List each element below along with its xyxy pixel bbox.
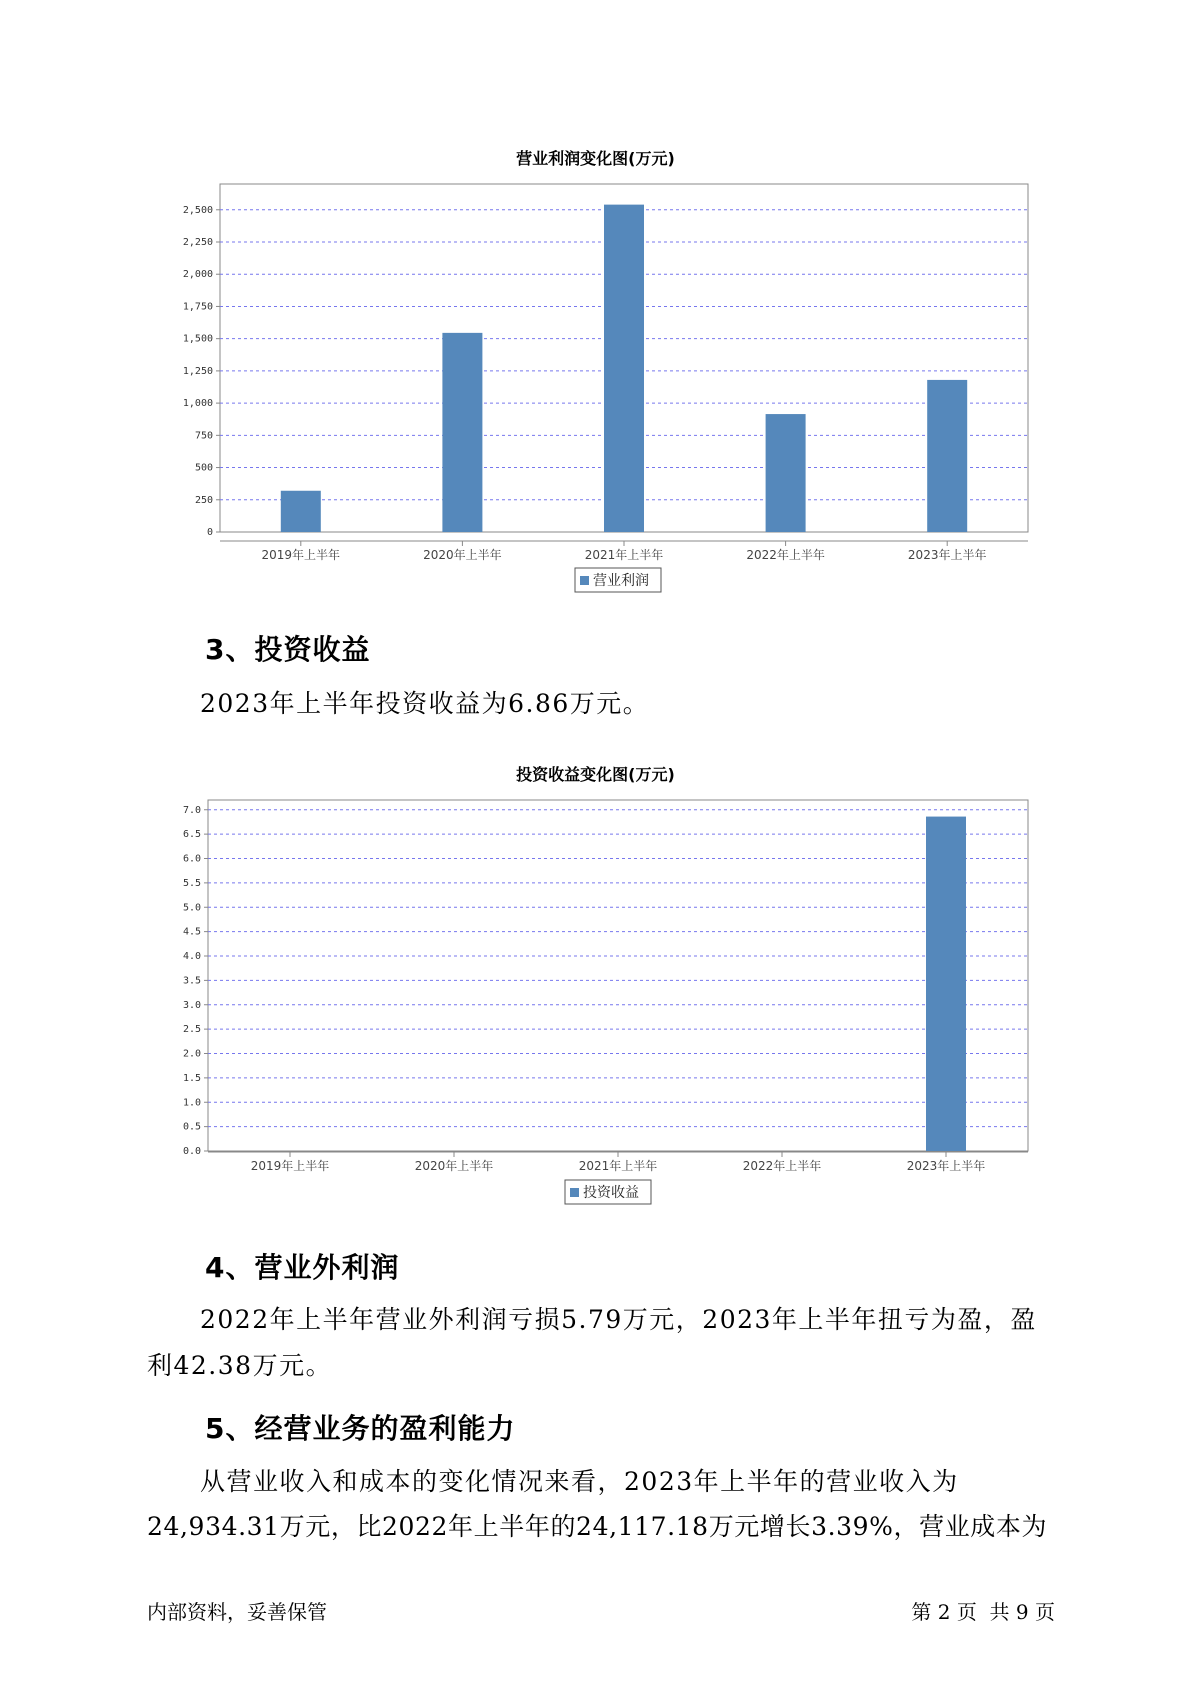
y-tick-label: 6.5 [182, 829, 201, 841]
section-4-line-2: 利42.38万元。 [147, 1351, 333, 1380]
x-tick-label: 2021年上半年 [578, 1159, 658, 1173]
y-tick-label: 2,500 [182, 204, 213, 216]
y-tick-label: 2.0 [182, 1048, 201, 1060]
x-tick-label: 2022年上半年 [746, 548, 825, 562]
y-tick-label: 1.5 [182, 1072, 201, 1084]
y-tick-label: 3.0 [182, 999, 201, 1011]
section-3-heading: 3、投资收益 [205, 633, 371, 666]
bar [604, 205, 644, 532]
y-tick-label: 3.5 [182, 975, 201, 987]
legend-label: 投资收益 [583, 1185, 639, 1201]
section-5-line-2: 24,934.31万元，比2022年上半年的24,117.18万元增长3.39%，营业成本为 [147, 1512, 1048, 1541]
y-tick-label: 500 [194, 462, 213, 474]
section-4-line-1: 2022年上半年营业外利润亏损5.79万元，2023年上半年扭亏为盈，盈 [200, 1305, 1037, 1334]
operating-profit-chart [150, 176, 1030, 596]
y-tick-label: 1.0 [182, 1097, 201, 1109]
bar [281, 491, 321, 532]
x-tick-label: 2023年上半年 [907, 548, 987, 562]
x-tick-label: 2021年上半年 [584, 548, 664, 562]
x-tick-label: 2020年上半年 [414, 1159, 494, 1173]
legend-swatch [570, 1188, 579, 1197]
bar [766, 414, 806, 532]
section-3-text: 2023年上半年投资收益为6.86万元。 [200, 689, 650, 718]
y-tick-label: 0.0 [182, 1146, 201, 1157]
y-tick-label: 2,250 [182, 237, 213, 248]
y-tick-label: 2,000 [182, 269, 213, 281]
y-tick-label: 1,250 [182, 365, 213, 377]
legend-swatch [580, 576, 589, 585]
x-tick-label: 2022年上半年 [742, 1159, 822, 1173]
bar [927, 380, 967, 532]
y-tick-label: 250 [194, 494, 213, 506]
footer-confidential-note: 内部资料，妥善保管 [147, 1600, 327, 1624]
y-tick-label: 1,000 [182, 398, 213, 410]
y-tick-label: 0 [206, 527, 213, 538]
bar [926, 817, 966, 1151]
legend-label: 营业利润 [593, 573, 649, 589]
y-tick-label: 6.0 [182, 853, 201, 865]
y-tick-label: 5.0 [182, 902, 201, 914]
chart-title-operating-profit: 营业利润变化图(万元) [516, 149, 675, 168]
x-tick-label: 2023年上半年 [906, 1159, 986, 1173]
section-4-heading: 4、营业外利润 [205, 1251, 400, 1284]
investment-income-chart [150, 792, 1030, 1214]
y-tick-label: 1,750 [182, 301, 213, 313]
y-tick-label: 2.5 [182, 1024, 201, 1036]
y-tick-label: 4.5 [182, 926, 201, 938]
y-tick-label: 4.0 [182, 951, 201, 962]
section-5-heading: 5、经营业务的盈利能力 [205, 1412, 516, 1445]
y-tick-label: 5.5 [182, 877, 201, 889]
x-tick-label: 2019年上半年 [261, 548, 341, 562]
x-tick-label: 2019年上半年 [250, 1159, 330, 1173]
y-tick-label: 7.0 [182, 804, 201, 816]
y-tick-label: 1,500 [182, 333, 213, 345]
x-tick-label: 2020年上半年 [423, 548, 502, 562]
y-tick-label: 0.5 [182, 1121, 201, 1133]
bar [442, 333, 482, 532]
footer-page-number: 第 2 页 共 9 页 [911, 1600, 1055, 1624]
plot-area [208, 800, 1028, 1151]
chart-title-investment-income: 投资收益变化图(万元) [516, 765, 675, 784]
y-tick-label: 750 [194, 430, 213, 442]
section-5-line-1: 从营业收入和成本的变化情况来看，2023年上半年的营业收入为 [200, 1467, 959, 1496]
